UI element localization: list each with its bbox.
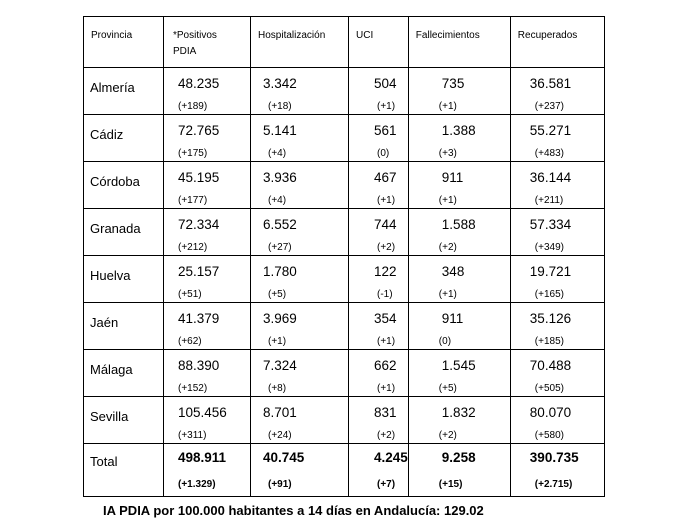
total-row [84, 444, 605, 497]
positivos-delta: (+311) [178, 430, 207, 441]
fallecimientos-delta: (+1) [438, 289, 457, 300]
fallecimientos-value: 1.832 [441, 405, 476, 420]
hospitalizacion-value: 6.552 [263, 217, 297, 232]
provincia-name: Granada [90, 221, 141, 236]
table-row [84, 397, 605, 444]
uci-delta: (-1) [377, 289, 393, 300]
hospitalizacion-cell [251, 209, 349, 256]
fallecimientos-delta: (+1) [438, 101, 457, 112]
provincia-name: Cádiz [90, 127, 124, 142]
fallecimientos-value: 348 [441, 264, 465, 279]
positivos-value: 88.390 [178, 358, 220, 373]
fallecimientos-cell [408, 68, 510, 115]
recuperados-value: 70.488 [529, 358, 572, 373]
positivos-cell [164, 350, 251, 397]
recuperados-value: 80.070 [529, 405, 572, 420]
recuperados-value: 36.144 [529, 170, 572, 185]
recuperados-delta: (+349) [534, 242, 564, 253]
recuperados-value: 390.735 [529, 450, 579, 465]
header-positivos: *Positivos PDIA [164, 17, 251, 68]
table-row [84, 115, 605, 162]
header-provincia: Provincia [84, 17, 164, 68]
fallecimientos-cell [408, 256, 510, 303]
provincia-name: Total [90, 454, 118, 469]
hospitalizacion-cell [251, 350, 349, 397]
provincia-cell [84, 397, 164, 444]
table-body [84, 68, 605, 497]
positivos-delta: (+152) [178, 383, 208, 394]
positivos-cell [164, 303, 251, 350]
recuperados-value: 35.126 [529, 311, 572, 326]
positivos-value: 25.157 [178, 264, 220, 279]
positivos-value: 72.334 [178, 217, 220, 232]
recuperados-value: 19.721 [529, 264, 572, 279]
provincia-name: Córdoba [90, 174, 140, 189]
positivos-cell [164, 115, 251, 162]
hospitalizacion-value: 3.969 [263, 311, 297, 326]
recuperados-delta: (+165) [534, 289, 564, 300]
hospitalizacion-cell [251, 162, 349, 209]
provincia-name: Jaén [90, 315, 119, 330]
recuperados-cell [510, 256, 604, 303]
positivos-cell [164, 397, 251, 444]
header-row [84, 17, 605, 68]
uci-delta: (+1) [377, 195, 396, 206]
fallecimientos-delta: (+15) [438, 479, 463, 490]
uci-value: 354 [374, 311, 397, 326]
recuperados-delta: (+2.715) [534, 479, 573, 490]
positivos-cell [164, 209, 251, 256]
footer-note: IA PDIA por 100.000 habitantes a 14 días en Andalucía: 129.02 [103, 503, 484, 518]
provincia-cell [84, 68, 164, 115]
recuperados-cell [510, 115, 604, 162]
positivos-value: 72.765 [178, 123, 220, 138]
hospitalizacion-delta: (+91) [268, 479, 292, 490]
positivos-delta: (+1.329) [178, 479, 216, 490]
fallecimientos-delta: (+1) [438, 195, 457, 206]
provincia-cell [84, 350, 164, 397]
hospitalizacion-value: 7.324 [263, 358, 297, 373]
recuperados-value: 57.334 [529, 217, 572, 232]
recuperados-delta: (+505) [534, 383, 564, 394]
uci-value: 662 [374, 358, 397, 373]
covid-data-table [83, 16, 605, 497]
fallecimientos-delta: (+2) [438, 430, 457, 441]
table-row [84, 303, 605, 350]
uci-cell [349, 256, 409, 303]
uci-cell [349, 162, 409, 209]
uci-cell [349, 115, 409, 162]
recuperados-delta: (+185) [534, 336, 564, 347]
provincia-name: Almería [90, 80, 135, 95]
provincia-name: Málaga [90, 362, 133, 377]
table-row [84, 162, 605, 209]
header-uci: UCI [349, 17, 409, 68]
hospitalizacion-delta: (+4) [268, 148, 287, 159]
fallecimientos-value: 911 [441, 311, 464, 326]
uci-value: 504 [374, 76, 397, 91]
hospitalizacion-delta: (+8) [268, 383, 287, 394]
fallecimientos-value: 911 [441, 170, 464, 185]
uci-delta: (+7) [377, 479, 396, 490]
positivos-cell [164, 444, 251, 497]
hospitalizacion-cell [251, 256, 349, 303]
positivos-delta: (+189) [178, 101, 208, 112]
recuperados-delta: (+483) [534, 148, 564, 159]
recuperados-delta: (+211) [534, 195, 564, 206]
uci-cell [349, 397, 409, 444]
positivos-delta: (+212) [178, 242, 208, 253]
hospitalizacion-value: 8.701 [263, 405, 297, 420]
recuperados-cell [510, 209, 604, 256]
provincia-cell [84, 115, 164, 162]
table-row [84, 350, 605, 397]
hospitalizacion-cell [251, 397, 349, 444]
hospitalizacion-value: 3.342 [263, 76, 297, 91]
fallecimientos-value: 735 [441, 76, 465, 91]
fallecimientos-cell [408, 397, 510, 444]
provincia-cell [84, 209, 164, 256]
provincia-name: Huelva [90, 268, 131, 283]
positivos-delta: (+177) [178, 195, 208, 206]
fallecimientos-delta: (+3) [438, 148, 457, 159]
positivos-cell [164, 162, 251, 209]
uci-value: 4.245 [374, 450, 408, 465]
fallecimientos-value: 9.258 [441, 450, 476, 465]
hospitalizacion-delta: (+5) [268, 289, 287, 300]
hospitalizacion-delta: (+24) [268, 430, 292, 441]
uci-value: 831 [374, 405, 397, 420]
fallecimientos-delta: (+5) [438, 383, 457, 394]
fallecimientos-cell [408, 350, 510, 397]
uci-cell [349, 68, 409, 115]
recuperados-value: 55.271 [529, 123, 572, 138]
positivos-value: 48.235 [178, 76, 220, 91]
provincia-cell [84, 256, 164, 303]
fallecimientos-value: 1.388 [441, 123, 476, 138]
table-row [84, 68, 605, 115]
header-fallecimientos: Fallecimientos [408, 17, 510, 68]
uci-delta: (+2) [377, 242, 396, 253]
uci-cell [349, 444, 409, 497]
hospitalizacion-delta: (+4) [268, 195, 287, 206]
fallecimientos-cell [408, 444, 510, 497]
hospitalizacion-value: 1.780 [263, 264, 297, 279]
hospitalizacion-value: 40.745 [263, 450, 305, 465]
uci-cell [349, 350, 409, 397]
recuperados-cell [510, 444, 604, 497]
uci-value: 744 [374, 217, 397, 232]
recuperados-delta: (+237) [534, 101, 564, 112]
hospitalizacion-cell [251, 115, 349, 162]
header-recuperados: Recuperados [510, 17, 604, 68]
provincia-cell [84, 444, 164, 497]
fallecimientos-delta: (0) [438, 336, 452, 347]
hospitalizacion-delta: (+1) [268, 336, 287, 347]
uci-value: 467 [374, 170, 397, 185]
uci-delta: (0) [377, 148, 390, 159]
positivos-delta: (+175) [178, 148, 208, 159]
hospitalizacion-cell [251, 68, 349, 115]
positivos-cell [164, 68, 251, 115]
table-row [84, 209, 605, 256]
positivos-value: 105.456 [178, 405, 227, 420]
hospitalizacion-cell [251, 444, 349, 497]
uci-delta: (+1) [377, 336, 396, 347]
recuperados-cell [510, 303, 604, 350]
fallecimientos-cell [408, 209, 510, 256]
uci-value: 561 [374, 123, 397, 138]
hospitalizacion-delta: (+18) [268, 101, 292, 112]
recuperados-cell [510, 68, 604, 115]
positivos-value: 41.379 [178, 311, 220, 326]
positivos-value: 498.911 [178, 450, 227, 465]
positivos-delta: (+51) [178, 289, 202, 300]
table-row [84, 256, 605, 303]
fallecimientos-cell [408, 162, 510, 209]
recuperados-cell [510, 350, 604, 397]
recuperados-cell [510, 162, 604, 209]
fallecimientos-value: 1.545 [441, 358, 476, 373]
uci-cell [349, 209, 409, 256]
positivos-value: 45.195 [178, 170, 220, 185]
provincia-name: Sevilla [90, 409, 129, 424]
fallecimientos-cell [408, 303, 510, 350]
recuperados-value: 36.581 [529, 76, 572, 91]
fallecimientos-cell [408, 115, 510, 162]
hospitalizacion-value: 5.141 [263, 123, 297, 138]
positivos-delta: (+62) [178, 336, 202, 347]
recuperados-cell [510, 397, 604, 444]
hospitalizacion-cell [251, 303, 349, 350]
hospitalizacion-delta: (+27) [268, 242, 292, 253]
fallecimientos-value: 1.588 [441, 217, 476, 232]
provincia-cell [84, 162, 164, 209]
uci-value: 122 [374, 264, 397, 279]
uci-delta: (+1) [377, 383, 396, 394]
header-hospitalizacion: Hospitalización [251, 17, 349, 68]
hospitalizacion-value: 3.936 [263, 170, 297, 185]
uci-cell [349, 303, 409, 350]
uci-delta: (+1) [377, 101, 396, 112]
positivos-cell [164, 256, 251, 303]
provincia-cell [84, 303, 164, 350]
recuperados-delta: (+580) [534, 430, 564, 441]
uci-delta: (+2) [377, 430, 396, 441]
fallecimientos-delta: (+2) [438, 242, 457, 253]
